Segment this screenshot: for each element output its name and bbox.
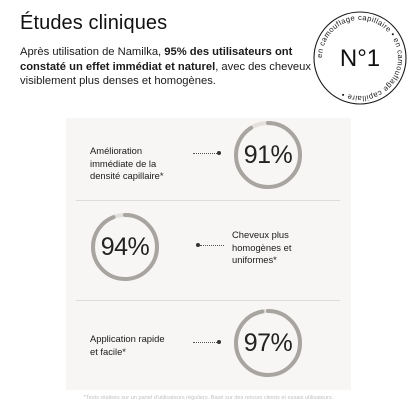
stat-ring-94 [90,212,160,282]
intro-part-2: , avec des cheveux visiblement plus denses et homogènes. [20,60,311,87]
stat-label-application: Application rapide et facile* [90,333,165,357]
seal-ring-text: en camouflage capillaire • en camouflage capillaire • [314,12,406,104]
intro-text [20,45,320,89]
number-one-seal [312,10,408,106]
stat-value: 91% [243,140,293,169]
stat-connector [200,245,224,246]
page-title: Études cliniques [20,12,168,34]
stats-divider [76,200,340,201]
stats-divider [76,300,340,301]
intro-part-1: Après utilisation de Namilka, [20,46,165,58]
stat-ring-97 [233,308,303,378]
stat-connector-dot [217,151,221,155]
stat-value: 94% [100,232,150,261]
stat-value: 97% [243,328,293,357]
stat-label-homogeneous: Cheveux plus homogènes et uniformes* [232,229,292,265]
stat-label-density: Amélioration immédiate de la densité capillaire* [90,145,164,181]
stat-connector [193,153,217,154]
footnote: *Tests réalisés sur un panel d'utilisateurs réguliers. Basé sur des retours clients et essais utilisateurs. [83,395,334,401]
stat-connector [193,342,217,343]
stat-ring-91 [233,120,303,190]
stat-connector-dot [217,340,221,344]
intro-highlight: 95% des utilisateurs ont constaté un effet immédiat et naturel [20,46,293,73]
seal-number: N°1 [339,45,381,72]
